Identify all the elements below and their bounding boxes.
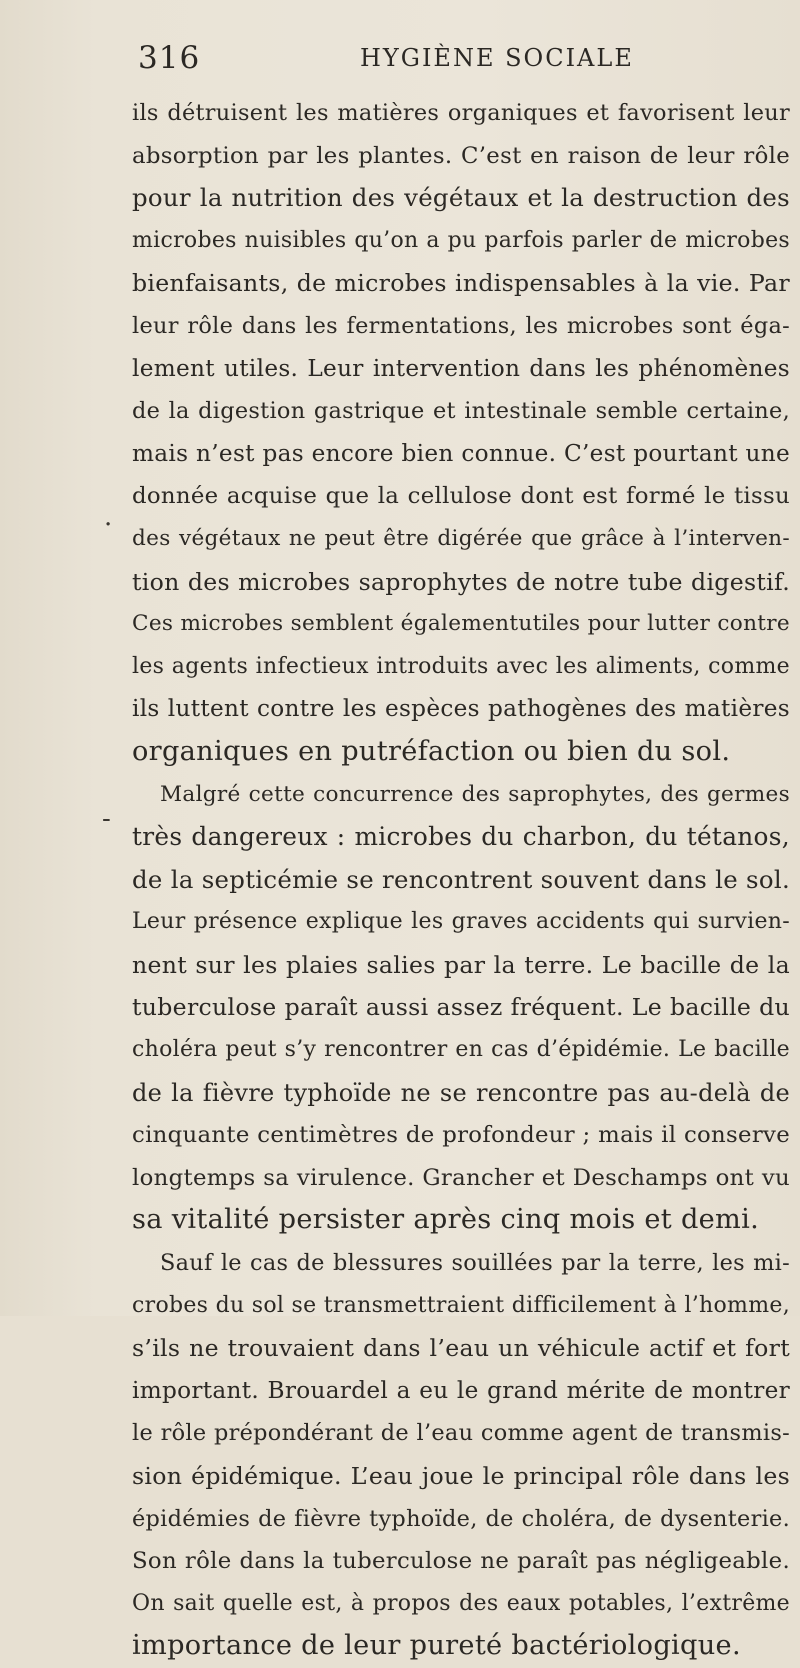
text-line: Sauf le cas de blessures souillées par la terre, les mi-	[160, 1250, 790, 1277]
text-line: On sait quelle est, à propos des eaux potables, l’extrême	[132, 1590, 790, 1616]
text-line: cinquante centimètres de profondeur ; mais il conserve	[132, 1122, 790, 1149]
text-line: longtemps sa virulence. Grancher et Deschamps ont vu	[132, 1164, 790, 1191]
body-text	[132, 92, 790, 1668]
text-line: Son rôle dans la tuberculose ne paraît pas négligeable.	[132, 1548, 790, 1575]
text-line: nent sur les plaies salies par la terre. Le bacille de la	[132, 950, 790, 979]
text-line: mais n’est pas encore bien connue. C’est pourtant une	[132, 439, 790, 467]
text-line: Malgré cette concurrence des saprophytes, des germes	[160, 781, 790, 807]
text-line: sion épidémique. L’eau joue le principal rôle dans les	[132, 1462, 790, 1490]
text-line: tion des microbes saprophytes de notre tube digestif.	[132, 567, 790, 596]
text-line: bienfaisants, de microbes indispensables à la vie. Par	[132, 269, 790, 298]
text-line: importance de leur pureté bactériologique.	[132, 1630, 741, 1662]
margin-mark-dash: -	[102, 804, 111, 834]
text-line: Leur présence explique les graves accidents qui survien-	[132, 909, 790, 935]
text-line: organiques en putréfaction ou bien du sol.	[132, 735, 731, 767]
text-line: microbes nuisibles qu’on a pu parfois parler de microbes	[132, 227, 790, 253]
text-line: sa vitalité persister après cinq mois et demi.	[132, 1204, 760, 1236]
text-line: tuberculose paraît aussi assez fréquent. Le bacille du	[132, 993, 790, 1022]
text-line: choléra peut s’y rencontrer en cas d’épidémie. Le bacille	[132, 1037, 790, 1063]
margin-mark-dot: ·	[104, 510, 113, 540]
text-line: Ces microbes semblent égalementutiles pour lutter contre	[132, 611, 790, 637]
page-header	[138, 38, 778, 78]
text-line: très dangereux : microbes du charbon, du tétanos,	[132, 822, 790, 852]
page-number: 316	[138, 40, 201, 76]
running-title: HYGIÈNE SOCIALE	[360, 44, 634, 72]
text-line: épidémies de fièvre typhoïde, de choléra, de dysenterie.	[132, 1505, 790, 1532]
text-line: ils luttent contre les espèces pathogènes des matières	[132, 695, 790, 723]
text-line: lement utiles. Leur intervention dans les phénomènes	[132, 354, 790, 382]
text-line: s’ils ne trouvaient dans l’eau un véhicule actif et fort	[132, 1334, 790, 1363]
text-line: donnée acquise que la cellulose dont est formé le tissu	[132, 483, 790, 510]
text-line: le rôle prépondérant de l’eau comme agent de transmis-	[132, 1420, 790, 1447]
text-line: de la digestion gastrique et intestinale semble certaine,	[132, 398, 790, 425]
text-line: absorption par les plantes. C’est en raison de leur rôle	[132, 142, 790, 169]
text-line: leur rôle dans les fermentations, les microbes sont éga-	[132, 312, 790, 339]
text-line: de la fièvre typhoïde ne se rencontre pas au-delà de	[132, 1078, 790, 1107]
text-line: les agents infectieux introduits avec les aliments, comme	[132, 653, 790, 679]
text-line: crobes du sol se transmettraient difficilement à l’homme,	[132, 1292, 790, 1318]
text-line: de la septicémie se rencontrent souvent dans le sol.	[132, 864, 790, 894]
text-line: ils détruisent les matières organiques et favorisent leur	[132, 100, 790, 126]
text-line: pour la nutrition des végétaux et la destruction des	[132, 183, 790, 213]
text-line: des végétaux ne peut être digérée que grâce à l’interven-	[132, 525, 790, 551]
text-line: important. Brouardel a eu le grand mérite de montrer	[132, 1376, 790, 1404]
